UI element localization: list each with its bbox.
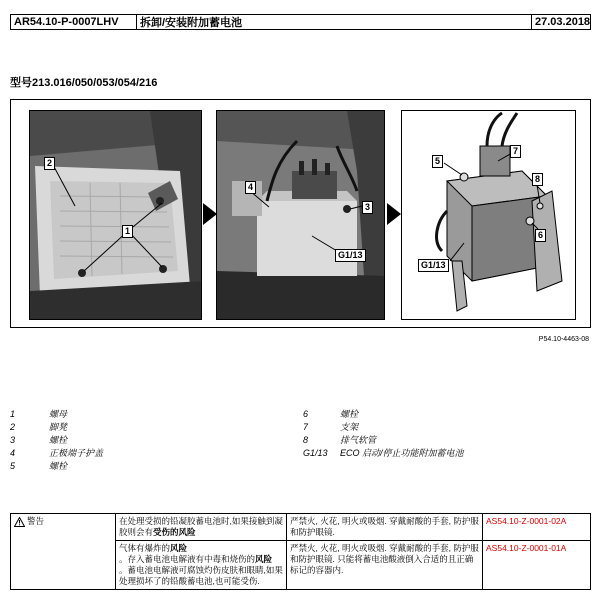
- callout-3: 3: [362, 201, 373, 214]
- legend-number: 4: [10, 447, 16, 458]
- legend-text: 螺母: [49, 409, 68, 419]
- warning-risk: [116, 514, 287, 541]
- risk-text: 。存入蓄电池电解液有中毒和烧伤的: [119, 554, 256, 564]
- legend: [10, 407, 591, 472]
- risk-bold: 风险: [255, 554, 273, 564]
- callout-6: 6: [535, 229, 546, 242]
- warning-label-cell: [11, 514, 116, 590]
- document-header: [10, 14, 591, 30]
- legend-number: 1: [10, 408, 16, 419]
- model-line: 型号213.016/050/053/054/216: [10, 77, 158, 89]
- warning-table: [10, 513, 591, 590]
- legend-text: 螺栓: [49, 461, 68, 471]
- legend-text: 螺栓: [340, 409, 359, 419]
- warning-triangle-icon: [14, 517, 25, 527]
- legend-number: 3: [10, 434, 16, 445]
- risk-bold: 风险: [170, 543, 188, 553]
- document-title: 拆卸/安装附加蓄电池: [137, 15, 532, 29]
- warning-risk: [116, 541, 287, 590]
- legend-number: 7: [303, 421, 309, 432]
- arrow-right-icon: [387, 203, 401, 225]
- legend-row: [10, 446, 591, 459]
- illustration-frame: [10, 99, 591, 328]
- warning-reference-link[interactable]: AS54.10-Z-0001-02A: [483, 514, 591, 541]
- warning-row: [11, 514, 591, 541]
- legend-row: [10, 407, 591, 420]
- callout-2: 2: [44, 157, 55, 170]
- legend-text: 排气软管: [340, 435, 377, 445]
- callout-5: 5: [432, 155, 443, 168]
- callout-g1-13: G1/13: [335, 249, 366, 262]
- legend-number: G1/13: [303, 447, 328, 458]
- warning-reference-link[interactable]: AS54.10-Z-0001-01A: [483, 541, 591, 590]
- callout-4: 4: [245, 181, 256, 194]
- callout-g1-13: G1/13: [418, 259, 449, 272]
- legend-text: ECO 启动/停止功能附加蓄电池: [340, 448, 464, 458]
- document-id: AR54.10-P-0007LHV: [11, 15, 137, 29]
- legend-text: 螺栓: [49, 435, 68, 445]
- risk-text: 。蓄电池电解液可腐蚀灼伤皮肤和眼睛,如果处理损坏了的铅酸蓄电池,也可能受伤.: [119, 565, 283, 586]
- legend-text: 脚凳: [49, 422, 68, 432]
- warning-label: 警告: [27, 516, 45, 526]
- legend-text: 支架: [340, 422, 359, 432]
- risk-text: 在处理受损的铅凝胶蓄电池时,如果接触到凝胶则会有: [119, 516, 283, 537]
- figure-reference: P54.10-4463-08: [538, 336, 589, 343]
- warning-measures: 严禁火, 火花, 明火或吸烟. 穿戴耐酸的手套, 防护服和防护眼镜. 只能将蓄电池酸液倒入合适的且正确标记的容器内.: [287, 541, 483, 590]
- warning-measures: 严禁火, 火花, 明火或吸烟. 穿戴耐酸的手套, 防护服和防护眼镜.: [287, 514, 483, 541]
- legend-number: 6: [303, 408, 309, 419]
- drawing-battery-removed: [401, 110, 576, 320]
- photo-footrest: [29, 110, 202, 320]
- callout-8: 8: [532, 173, 543, 186]
- risk-text: 气体有爆炸的: [119, 543, 171, 553]
- legend-text: 正极端子护盖: [49, 448, 104, 458]
- risk-bold: 受伤的风险: [153, 527, 196, 537]
- callout-1: 1: [122, 225, 133, 238]
- legend-row: [10, 459, 591, 472]
- photo-battery-installed: [216, 110, 385, 320]
- legend-number: 8: [303, 434, 309, 445]
- legend-number: 5: [10, 460, 16, 471]
- document-date: 27.03.2018: [535, 16, 591, 28]
- legend-number: 2: [10, 421, 16, 432]
- legend-row: [10, 433, 591, 446]
- arrow-right-icon: [203, 203, 217, 225]
- legend-row: [10, 420, 591, 433]
- callout-7: 7: [510, 145, 521, 158]
